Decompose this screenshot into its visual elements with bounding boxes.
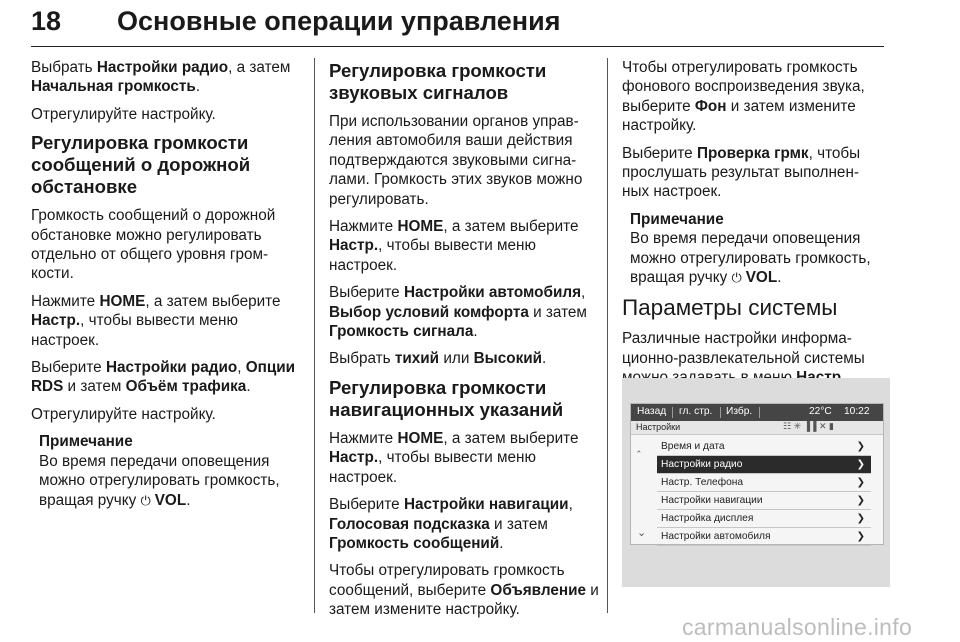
settings-menu [657, 438, 871, 546]
screen-sub-bar [631, 421, 883, 435]
chevron-up-icon[interactable]: ‸ [637, 441, 641, 453]
infotainment-screen [630, 403, 884, 545]
note-box [39, 432, 299, 510]
column-1 [31, 58, 299, 518]
power-knob-icon: ⏻ [140, 492, 151, 508]
note-title: Примечание [39, 433, 133, 451]
paragraph: Чтобы отрегулировать громкость сообщений, выберите Объявление и затем измените настройку. [329, 562, 599, 619]
paragraph: Выберите Настройки радио, Опции RDS и затем Объём трафика. [31, 359, 296, 396]
paragraph: Отрегулируйте настройку. [31, 105, 216, 123]
menu-item-label: Настройки навигации [661, 495, 763, 506]
paragraph: Выберите Настройки автомобиля, Выбор условий комфорта и затем Громкость сигнала. [329, 284, 587, 341]
mute-icon: ✕ [818, 421, 827, 431]
paragraph: Выберите Проверка грмк, чтобы прослушать результат выполнен- ных настроек. [622, 144, 861, 201]
home-button[interactable]: гл. стр. [679, 406, 713, 417]
chevron-right-icon: ❯ [856, 531, 865, 542]
chevron-right-icon: ❯ [856, 513, 865, 524]
note-text: Во время передачи оповещения можно отрегулировать громкость, вращая ручку ⏻ VOL. [630, 230, 871, 287]
section-heading: Регулировка громкости сообщений о дорожной обстановке [31, 132, 251, 198]
menu-item[interactable] [657, 510, 871, 528]
section-heading: Регулировка громкости навигационных указаний [329, 376, 564, 420]
bluetooth-icon: ✳ [793, 421, 802, 431]
toolbar-divider [672, 407, 673, 418]
chapter-title: Основные операции управления [117, 6, 561, 36]
page-number: 18 [31, 6, 62, 36]
wifi-icon: ☷ [783, 421, 792, 431]
chevron-right-icon: ❯ [856, 459, 865, 470]
paragraph: Нажмите HOME, а затем выберите Настр., чтобы вывести меню настроек. [329, 429, 579, 486]
screen-title: Настройки [636, 422, 681, 432]
back-button[interactable]: Назад [637, 406, 667, 417]
favorites-button[interactable]: Избр. [726, 406, 753, 417]
menu-item-label: Настр. Телефона [661, 477, 744, 488]
section-heading: Регулировка громкости звуковых сигналов [329, 60, 547, 103]
menu-item-label: Настройка дисплея [661, 513, 754, 524]
clock-readout: 10:22 [844, 406, 870, 417]
paragraph: Различные настройки информа- ционно-развлекательной системы [622, 330, 865, 367]
status-icons [783, 421, 834, 432]
column-divider [314, 58, 315, 613]
chevron-down-icon[interactable]: ⌄ [637, 527, 647, 539]
chevron-right-icon: ❯ [856, 477, 865, 488]
column-3 [622, 58, 890, 396]
screen-top-bar [631, 404, 883, 421]
page-header [31, 6, 884, 47]
paragraph: При использовании органов управ- ления автомобиля ваши действия подтверждаются звуковыми сигна- лами. Громкость этих звуков можно регулировать. [329, 113, 583, 208]
toolbar-divider [759, 407, 760, 418]
menu-item[interactable] [657, 492, 871, 510]
toolbar-divider [720, 407, 721, 418]
menu-item[interactable] [657, 474, 871, 492]
temperature-readout: 22°C [809, 406, 832, 417]
paragraph: Выберите Настройки навигации, Голосовая подсказка и затем Громкость сообщений. [329, 496, 573, 552]
paragraph: Громкость сообщений о дорожной обстановке можно регулировать отдельно от общего уровня гром- кости. [31, 207, 276, 283]
menu-item-label: Время и дата [661, 441, 725, 452]
paragraph: Нажмите HOME, а затем выберите Настр., чтобы вывести меню настроек. [329, 218, 579, 274]
menu-item-label: Настройки автомобиля [661, 531, 771, 542]
note-text: Во время передачи оповещения можно отрегулировать громкость, вращая ручку ⏻ VOL. [39, 452, 280, 509]
paragraph: Чтобы отрегулировать громкость фонового воспроизведения звука, выберите Фон и затем измените настройку. [622, 59, 865, 135]
power-knob-icon: ⏻ [731, 270, 742, 286]
note-box [630, 210, 890, 288]
paragraph: Выбрать тихий или Высокий. [329, 350, 547, 368]
paragraph: Отрегулируйте настройку. [31, 405, 216, 423]
chevron-right-icon: ❯ [856, 441, 865, 452]
menu-item[interactable] [657, 528, 871, 546]
menu-item[interactable] [657, 456, 871, 474]
signal-icon: ▐▐ [803, 421, 817, 431]
battery-icon: ▮ [829, 421, 834, 431]
watermark: carmanualsonline.info [682, 614, 913, 640]
paragraph: Выбрать Настройки радио, а затем Начальная громкость. [31, 59, 291, 96]
paragraph: Нажмите HOME, а затем выберите Настр., чтобы вывести меню настроек. [31, 292, 281, 349]
chevron-right-icon: ❯ [856, 495, 865, 506]
column-2 [329, 58, 605, 628]
menu-item-label: Настройки радио [661, 459, 743, 470]
settings-screenshot [622, 378, 890, 587]
menu-item[interactable] [657, 438, 871, 456]
section-title: Параметры системы [622, 295, 838, 321]
note-title: Примечание [630, 210, 724, 228]
column-divider [607, 58, 608, 613]
